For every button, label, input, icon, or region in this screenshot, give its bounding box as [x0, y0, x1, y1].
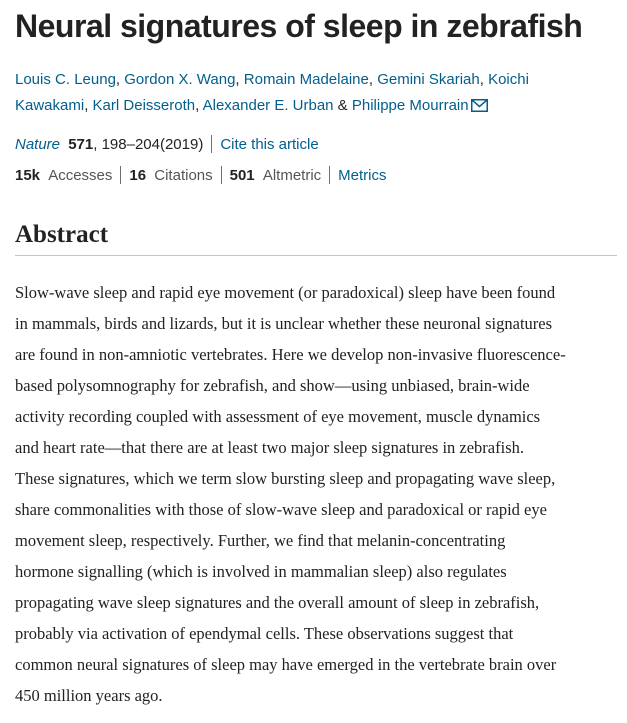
author-link[interactable]: Gemini Skariah [377, 71, 480, 88]
divider [221, 166, 222, 184]
author-line-2 [15, 93, 617, 121]
citations-label: Citations [154, 167, 213, 184]
author-separator: , [84, 97, 93, 114]
abstract-line: common neural signatures of sleep may have emerged in the vertebrate brain over [15, 654, 557, 674]
metrics-bar [15, 166, 617, 186]
cite-article-link[interactable]: Cite this article [220, 136, 319, 153]
accesses-label: Accesses [48, 167, 113, 184]
author-line-1 [15, 67, 617, 93]
abstract-line: activity recording coupled with assessment of eye movement, muscle dynamics [15, 406, 541, 426]
journal-name[interactable]: Nature [15, 136, 61, 153]
citations-count: 16 [129, 167, 147, 184]
metrics-link[interactable]: Metrics [338, 167, 387, 184]
altmetric-score: 501 [229, 167, 255, 184]
abstract-line: These signatures, which we term slow bursting sleep and propagating wave sleep, [15, 468, 556, 488]
author-separator: & [333, 97, 352, 114]
abstract-line: are found in non-amniotic vertebrates. Here we develop non-invasive fluorescence- [15, 344, 566, 364]
altmetric-label: Altmetric [262, 167, 322, 184]
abstract-body [15, 277, 617, 711]
divider [329, 166, 330, 184]
divider [211, 135, 212, 153]
journal-volume: 571 [68, 136, 94, 153]
article-page [15, 0, 617, 711]
abstract-line: share commonalities with those of slow-wave sleep and paradoxical or rapid eye [15, 499, 547, 519]
author-separator: , [479, 71, 489, 88]
abstract-line: movement sleep, respectively. Further, we find that melanin-concentrating [15, 530, 506, 550]
article-title: Neural signatures of sleep in zebrafish [15, 8, 583, 44]
abstract-line: hormone signalling (which is involved in mammalian sleep) also regulates [15, 561, 507, 581]
abstract-line: in mammals, birds and lizards, but it is unclear whether these neuronal signatures [15, 313, 553, 333]
author-link[interactable]: Gordon X. Wang [124, 71, 236, 88]
abstract-heading: Abstract [15, 219, 617, 256]
divider [120, 166, 121, 184]
abstract-line: Slow-wave sleep and rapid eye movement (or paradoxical) sleep have been found [15, 282, 556, 302]
author-separator: , [368, 71, 378, 88]
author-separator: , [235, 71, 244, 88]
author-separator: , [195, 97, 203, 114]
citation-line [15, 135, 617, 155]
mail-icon[interactable] [471, 95, 488, 121]
accesses-count: 15k [15, 167, 41, 184]
abstract-line: and heart rate—that there are at least two major sleep signatures in zebrafish. [15, 437, 524, 457]
abstract-line: probably via activation of ependymal cells. These observations suggest that [15, 623, 514, 643]
author-separator: , [115, 71, 125, 88]
journal-pages-year: , 198–204(2019) [93, 136, 204, 153]
abstract-line: 450 million years ago. [15, 685, 163, 705]
author-link[interactable]: Koichi [488, 71, 529, 88]
author-link[interactable]: Karl Deisseroth [92, 97, 196, 114]
author-link[interactable]: Alexander E. Urban [202, 97, 334, 114]
author-link[interactable]: Louis C. Leung [15, 71, 116, 88]
author-link[interactable]: Kawakami [15, 97, 85, 114]
abstract-line: based polysomnography for zebrafish, and show—using unbiased, brain-wide [15, 375, 530, 395]
author-link[interactable]: Philippe Mourrain [351, 97, 469, 114]
abstract-line: propagating wave sleep signatures and the overall amount of sleep in zebrafish, [15, 592, 540, 612]
author-link[interactable]: Romain Madelaine [243, 71, 369, 88]
author-list [15, 67, 617, 121]
